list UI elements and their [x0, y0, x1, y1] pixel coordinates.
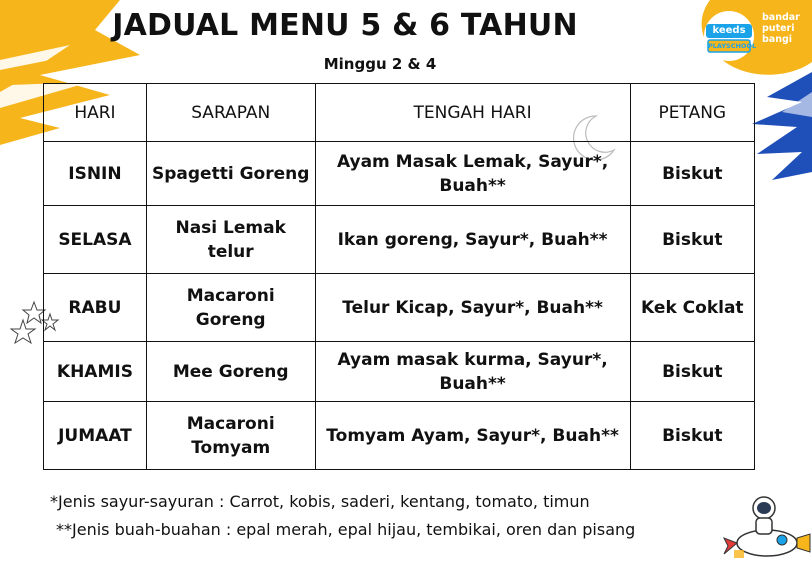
- logo-location-line: puteri: [762, 23, 795, 34]
- day-cell: SELASA: [44, 206, 147, 274]
- table-row: [44, 342, 755, 402]
- breakfast-cell: Macaroni Tomyam: [146, 402, 315, 470]
- column-header-lunch: TENGAH HARI: [315, 84, 630, 142]
- day-cell: KHAMIS: [44, 342, 147, 402]
- day-cell: JUMAAT: [44, 402, 147, 470]
- vegetable-note: *Jenis sayur-sayuran : Carrot, kobis, saderi, kentang, tomato, timun: [50, 492, 590, 511]
- breakfast-cell: Macaroni Goreng: [146, 274, 315, 342]
- logo-brand: keeds: [712, 25, 746, 36]
- column-header-evening: PETANG: [630, 84, 754, 142]
- evening-cell: Biskut: [630, 142, 754, 206]
- column-header-breakfast: SARAPAN: [146, 84, 315, 142]
- breakfast-cell: Spagetti Goreng: [146, 142, 315, 206]
- table-row: [44, 274, 755, 342]
- logo-location: [762, 12, 800, 45]
- lunch-cell: Ikan goreng, Sayur*, Buah**: [315, 206, 630, 274]
- lunch-cell: Ayam Masak Lemak, Sayur*, Buah**: [315, 142, 630, 206]
- evening-cell: Biskut: [630, 402, 754, 470]
- table-row: [44, 142, 755, 206]
- breakfast-cell: Nasi Lemak telur: [146, 206, 315, 274]
- logo-location-line: bandar: [762, 12, 800, 23]
- evening-cell: Kek Coklat: [630, 274, 754, 342]
- column-header-day: HARI: [44, 84, 147, 142]
- fruit-note: **Jenis buah-buahan : epal merah, epal hijau, tembikai, oren dan pisang: [56, 520, 636, 539]
- lunch-cell: Tomyam Ayam, Sayur*, Buah**: [315, 402, 630, 470]
- table-row: [44, 402, 755, 470]
- logo-playschool: PLAYSCHOOL: [708, 42, 757, 50]
- page-subtitle: Minggu 2 & 4: [323, 55, 437, 73]
- lunch-cell: Ayam masak kurma, Sayur*, Buah**: [315, 342, 630, 402]
- day-cell: RABU: [44, 274, 147, 342]
- menu-table: [43, 83, 755, 470]
- breakfast-cell: Mee Goreng: [146, 342, 315, 402]
- lunch-cell: Telur Kicap, Sayur*, Buah**: [315, 274, 630, 342]
- logo-location-line: bangi: [762, 34, 793, 45]
- blue-brush-decoration: [752, 72, 812, 182]
- astronaut-rocket-icon: [722, 488, 812, 563]
- table-row: [44, 206, 755, 274]
- page-title: JADUAL MENU 5 & 6 TAHUN: [112, 8, 578, 43]
- table-header-row: [44, 84, 755, 142]
- day-cell: ISNIN: [44, 142, 147, 206]
- evening-cell: Biskut: [630, 342, 754, 402]
- footnotes: [50, 488, 635, 544]
- school-logo: [700, 10, 758, 62]
- evening-cell: Biskut: [630, 206, 754, 274]
